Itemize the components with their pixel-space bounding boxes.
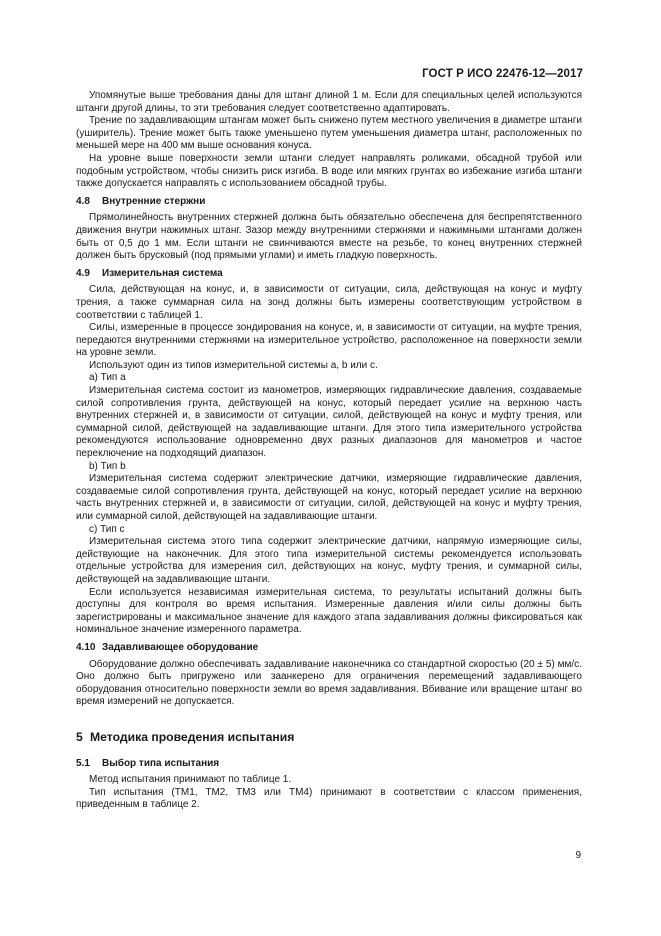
paragraph: На уровне выше поверхности земли штанги следует направлять роликами, обсадной трубой или подобным устройством, чтобы снизить риск изгиба. В воде или мягких грунтах во избежание изгиба штанги также допускается направлять с использованием обсадной трубы. bbox=[76, 152, 582, 190]
section-heading-4-9 bbox=[76, 268, 582, 281]
section-heading-4-10 bbox=[76, 642, 582, 655]
paragraph: Измерительная система этого типа содержит электрические датчики, напрямую измеряющие силы, действующие на наконечник. Для этого типа измерительной системы рекомендуется использовать отдельные устройства для измерения сил, действующих на конус, муфту трения, и суммарной силы, действующей на задавливающие штанги. bbox=[76, 536, 582, 585]
section-number: 5.1 bbox=[76, 757, 90, 769]
page-number: 9 bbox=[575, 850, 581, 861]
section-number: 4.9 bbox=[76, 267, 90, 279]
paragraph: Измерительная система состоит из манометров, измеряющих гидравлические давления, создаваемые силой сопротивления грунта, действующей на конус, который передает усилие на верхнюю часть внутренних стержней и, в зависимости от ситуации, силой, действующей на конус и муфту трения, или суммарной силой, действующей на задавливающие штанги. Для этого типа измерительного устройства рекомендуются использование одновременно двух разных диапазонов для манометров и частое переключение на подходящий диапазон. bbox=[76, 385, 582, 460]
chapter-heading-5 bbox=[76, 731, 582, 744]
section-title: Задавливающее оборудование bbox=[102, 641, 259, 653]
list-item-type-c: с) Тип с bbox=[89, 523, 125, 535]
section-title: Измерительная система bbox=[102, 267, 223, 279]
document-body bbox=[76, 90, 582, 812]
section-number: 4.10 bbox=[76, 641, 96, 653]
paragraph: Прямолинейность внутренних стержней должна быть обязательно обеспечена для беспрепятственного движения внутри нажимных штанг. Зазор между внутренними стержнями и нажимными штангами должен быть от 0,5 до 1 мм. Если штанги не свинчиваются вместе на резьбе, то конец внутренних стержней должен быть брусковый (под прямыми углами) и иметь гладкую поверхность. bbox=[76, 212, 582, 262]
section-title: Выбор типа испытания bbox=[102, 757, 220, 769]
list-item-type-b: b) Тип b bbox=[89, 460, 126, 472]
section-heading-5-1 bbox=[76, 758, 582, 771]
paragraph: Трение по задавливающим штангам может быть снижено путем местного увеличения в диаметре штанги (уширитель). Трение может быть также уменьшено путем уменьшения диаметра штанг, расположенных по меньшей мере на 400 мм выше основания конуса. bbox=[76, 115, 582, 152]
paragraph: Сила, действующая на конус, и, в зависимости от ситуации, сила, действующая на конус и муфту трения, а также суммарная сила на зонд должны быть измерены соответствующим устройством в соответствии с таблицей 1. bbox=[76, 284, 582, 321]
paragraph: Измерительная система содержит электрические датчики, измеряющие гидравлические давления, создаваемые силой сопротивления грунта, действующей на конус, который передает усилие на верхнюю часть внутренних стержней и, в зависимости от ситуации, силой, действующей на конус и муфту трения, или суммарной силой, действующей на задавливающие штанги. bbox=[76, 473, 582, 522]
chapter-title: Методика проведения испытания bbox=[90, 729, 295, 744]
section-title: Внутренние стержни bbox=[102, 195, 206, 207]
paragraph: Используют один из типов измерительной системы а, b или с. bbox=[89, 359, 378, 371]
chapter-number: 5 bbox=[76, 729, 83, 744]
paragraph: Оборудование должно обеспечивать задавливание наконечника со стандартной скоростью (20 ± 5) мм/с. Оно должно быть пригружено или заанкерено для ограничения перемещений задавливающего оборудования относительно поверхности земли во время задавливания. Вбивание или вращение штанг во время измерений не допускается. bbox=[76, 658, 582, 708]
paragraph: Упомянутые выше требования даны для штанг длиной 1 м. Если для специальных целей используются штанги другой длины, то эти требования следует соответственно адаптировать. bbox=[76, 90, 582, 114]
list-item-type-a: а) Тип а bbox=[89, 372, 126, 384]
section-number: 4.8 bbox=[76, 195, 90, 207]
paragraph: Силы, измеренные в процессе зондирования на конусе, и, в зависимости от ситуации, на муфте трения, передаются внутренними стержнями на измерительное устройство, расположенное на поверхности земли на уровне земли. bbox=[76, 322, 582, 359]
paragraph: Если используется независимая измерительная система, то результаты испытаний должны быть доступны для контроля во время испытания. Измеренные давления и/или силы должны быть зарегистрированы и максимальное значение для каждого этапа задавливания должны фиксироваться как номинальное значение измеренного параметра. bbox=[76, 586, 582, 636]
paragraph: Тип испытания (TM1, TM2, TM3 или TM4) принимают в соответствии с классом применения, приведенным в таблице 2. bbox=[76, 786, 582, 811]
paragraph: Метод испытания принимают по таблице 1. bbox=[89, 774, 292, 786]
section-heading-4-8 bbox=[76, 196, 582, 209]
standard-header: ГОСТ Р ИСО 22476-12—2017 bbox=[422, 68, 583, 80]
